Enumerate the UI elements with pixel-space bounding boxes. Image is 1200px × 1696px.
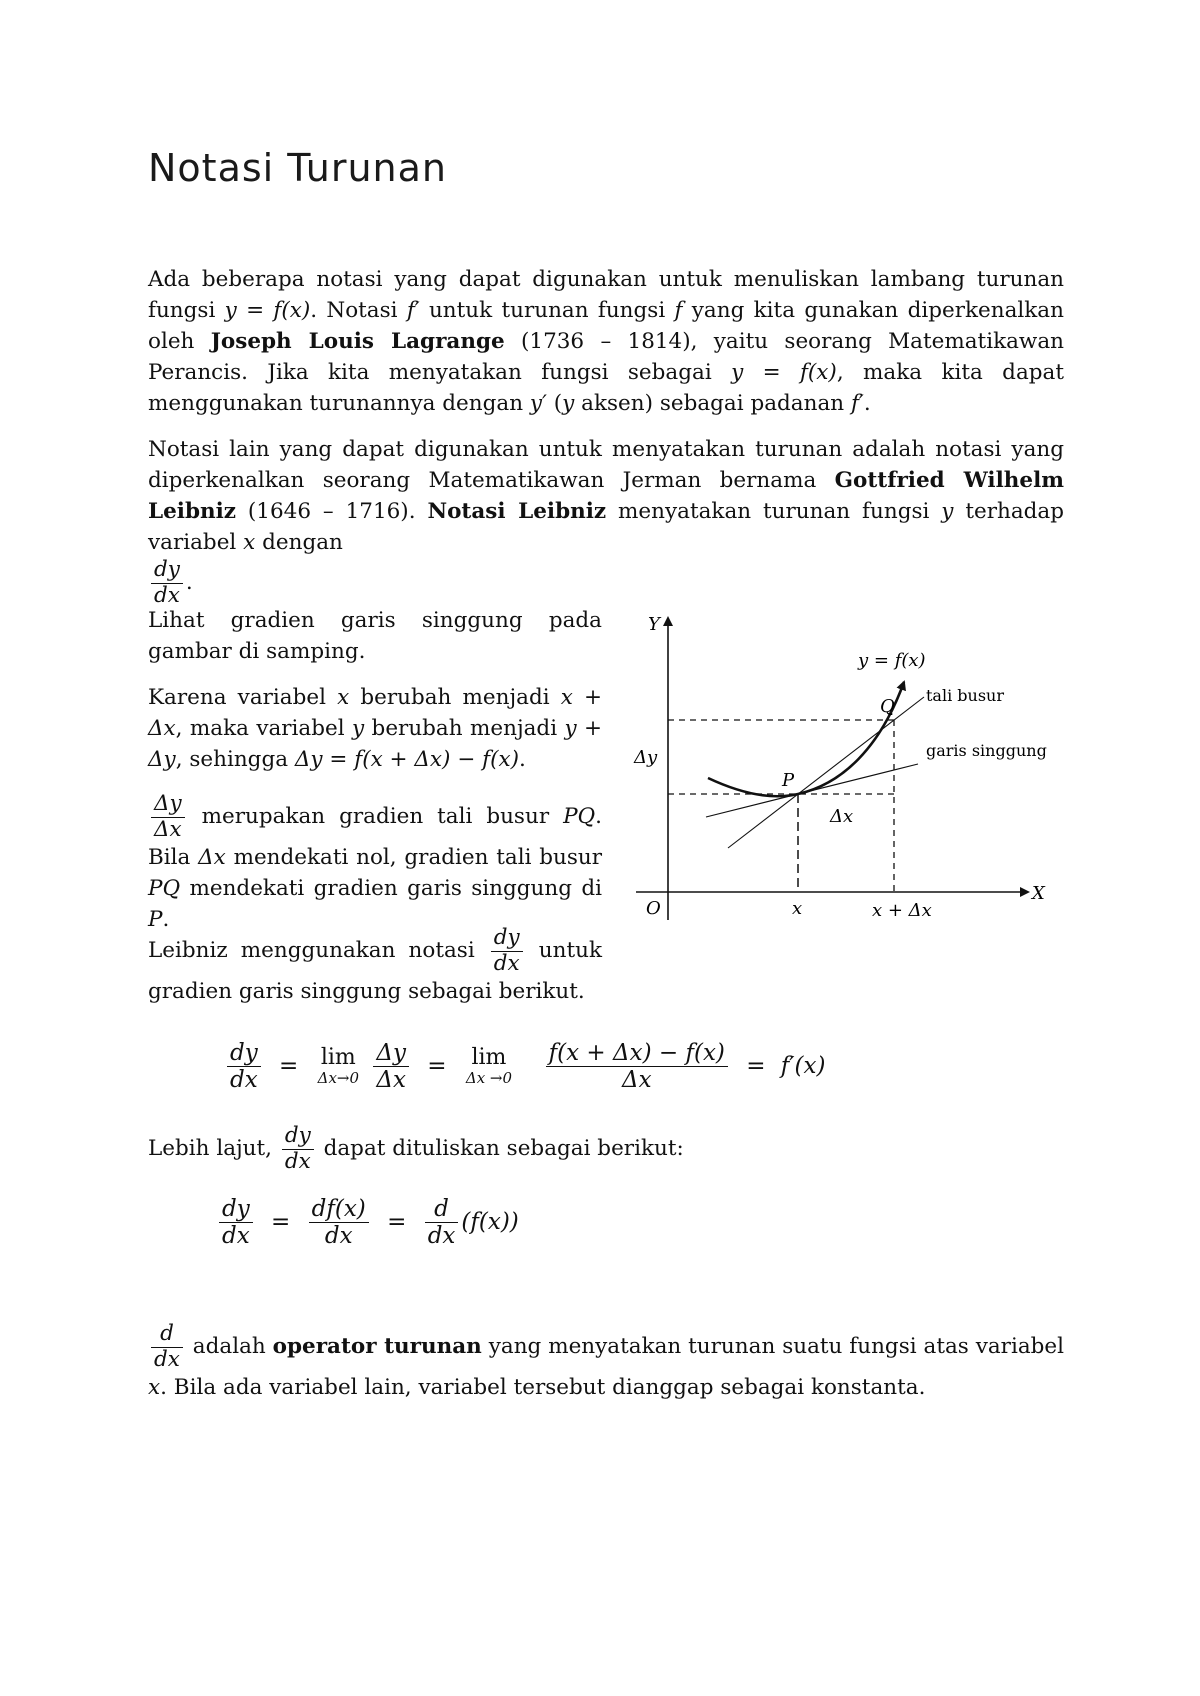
name-lagrange: Joseph Louis Lagrange xyxy=(210,329,505,354)
paragraph-leibniz: Notasi lain yang dapat digunakan untuk menyatakan turunan adalah notasi yang diperkenalkan seorang Matematikawan Jerman bernama Gottfried Wilhelm Leibniz (1646 – 1716). Notasi Leibniz menyatakan turunan fungsi y terhadap variabel x dengan $\frac{dy}{dx}$ . xyxy=(148,437,1065,608)
equation-derivative-notation: $\frac{dy}{dx}$ = $\frac{df(x)}{dx}$ = $\frac{d}{dx}$ (f(x)) xyxy=(216,1196,519,1250)
fraction-d-dx: $\frac{d}{dx}$ xyxy=(151,1322,183,1372)
equation-limit-definition: $\frac{dy}{dx}$ = lim Δx→0 $\frac{\Delta y}{\Delta x}$ = lim Δx →0 $\frac{f(x + \Delta x) - f(x)}{\Delta x}$ = f′(x) xyxy=(224,1040,825,1094)
x-plus-dx-tick-label: x + Δx xyxy=(872,900,932,921)
chord-label: tali busur xyxy=(926,686,1004,705)
fraction-delta-y-delta-x: $\frac{\Delta y}{\Delta x}$ xyxy=(151,792,185,842)
paragraph-leibniz-notasi: Leibniz menggunakan notasi $\frac{dy}{dx}$ untuk gradien garis singgung sebagai berikut. xyxy=(148,925,602,1005)
term-notasi-leibniz: Notasi Leibniz xyxy=(427,499,607,524)
tangent-label: garis singgung xyxy=(926,741,1047,760)
tangent-secant-diagram xyxy=(632,608,1052,928)
paragraph-operator-turunan: $\frac{d}{dx}$ adalah operator turunan yang menyatakan turunan suatu fungsi atas variabel x. Bila ada variabel lain, variabel tersebut dianggap sebagai konstanta. xyxy=(148,1321,1065,1401)
function-curve xyxy=(708,682,904,796)
fraction-dy-dx: $\frac{dy}{dx}$ xyxy=(491,926,523,976)
point-q-label: Q xyxy=(880,696,895,717)
paragraph-lebih-lanjut: Lebih lajut, $\frac{dy}{dx}$ dapat dituliskan sebagai berikut: xyxy=(148,1123,684,1174)
point-p-label: P xyxy=(782,770,795,791)
fraction-dy-dx: $\frac{dy}{dx}$ xyxy=(151,558,183,608)
page-title: Notasi Turunan xyxy=(148,146,447,190)
y-axis-label: Y xyxy=(648,614,660,635)
name-leibniz: Gottfried Wilhelm Leibniz xyxy=(148,468,1064,524)
origin-label: O xyxy=(646,898,661,919)
x-axis-label: X xyxy=(1032,883,1045,904)
paragraph-lagrange: Ada beberapa notasi yang dapat digunakan untuk menuliskan lambang turunan fungsi y = f(x). Notasi f′ untuk turunan fungsi f yang kita gunakan diperkenalkan oleh Joseph Louis Lagrange (1736 – 1814), yaitu seorang Matematikawan Perancis. Jika kita menyatakan fungsi sebagai y = f(x), maka kita dapat menggunakan turunannya dengan y′ (y aksen) sebagai padanan f′. xyxy=(148,267,1064,416)
delta-x-label: Δx xyxy=(830,806,854,827)
delta-y-label: Δy xyxy=(634,747,658,768)
fraction-dy-dx: $\frac{dy}{dx}$ xyxy=(282,1124,314,1174)
curve-label: y = f(x) xyxy=(858,650,926,671)
x-tick-label: x xyxy=(792,898,803,919)
term-operator-turunan: operator turunan xyxy=(272,1334,482,1360)
paragraph-karena: Karena variabel x berubah menjadi x + Δx, maka variabel y berubah menjadi y + Δy, sehingga Δy = f(x + Δx) − f(x). xyxy=(148,685,603,772)
paragraph-lihat-gambar: Lihat gradien garis singgung pada gambar di samping. xyxy=(148,608,602,664)
paragraph-gradien-tali-busur: $\frac{\Delta y}{\Delta x}$ merupakan gradien tali busur PQ. Bila Δx mendekati nol, gradien tali busur PQ mendekati gradien garis singgung di P. xyxy=(148,791,602,933)
